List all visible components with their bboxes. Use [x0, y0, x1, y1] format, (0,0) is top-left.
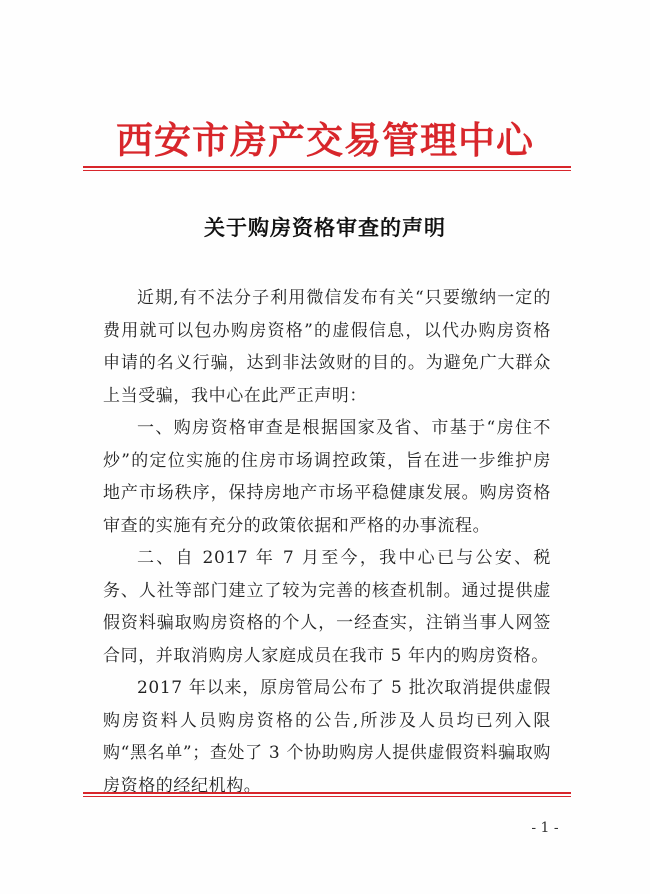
paragraph-summary: 2017 年以来，原房管局公布了 5 批次取消提供虚假购房资料人员购房资格的公告,所涉及人员均已列入限购“黑名单”；查处了 3 个协助购房人提供虚假资料骗取购房资格的经纪机构。: [103, 678, 551, 796]
footer-divider-thin: [83, 796, 571, 797]
document-title: 关于购房资格审查的声明: [204, 215, 446, 240]
paragraph-item-2: 二、自 2017 年 7 月至今，我中心已与公安、税务、人社等部门建立了较为完善的核查机制。通过提供虚假资料骗取购房资格的个人，一经查实，注销当事人网签合同，并取消购房人家庭成员在我市 5 年内的购房资格。: [103, 548, 551, 666]
footer-divider: [83, 792, 571, 794]
organization-header: 西安市房产交易管理中心: [116, 118, 534, 162]
header-divider: [83, 166, 571, 168]
header-divider-thin: [83, 170, 571, 171]
page-number: - 1 -: [531, 820, 559, 836]
paragraph-intro: 近期,有不法分子利用微信发布有关“只要缴纳一定的费用就可以包办购房资格”的虚假信息，以代办购房资格申请的名义行骗，达到非法敛财的目的。为避免广大群众上当受骗，我中心在此严正声明：: [103, 288, 551, 406]
paragraph-item-1: 一、购房资格审查是根据国家及省、市基于“房住不炒”的定位实施的住房市场调控政策，旨在进一步维护房地产市场秩序，保持房地产市场平稳健康发展。购房资格审查的实施有充分的政策依据和严格的办事流程。: [103, 418, 551, 536]
document-body: [103, 282, 551, 802]
